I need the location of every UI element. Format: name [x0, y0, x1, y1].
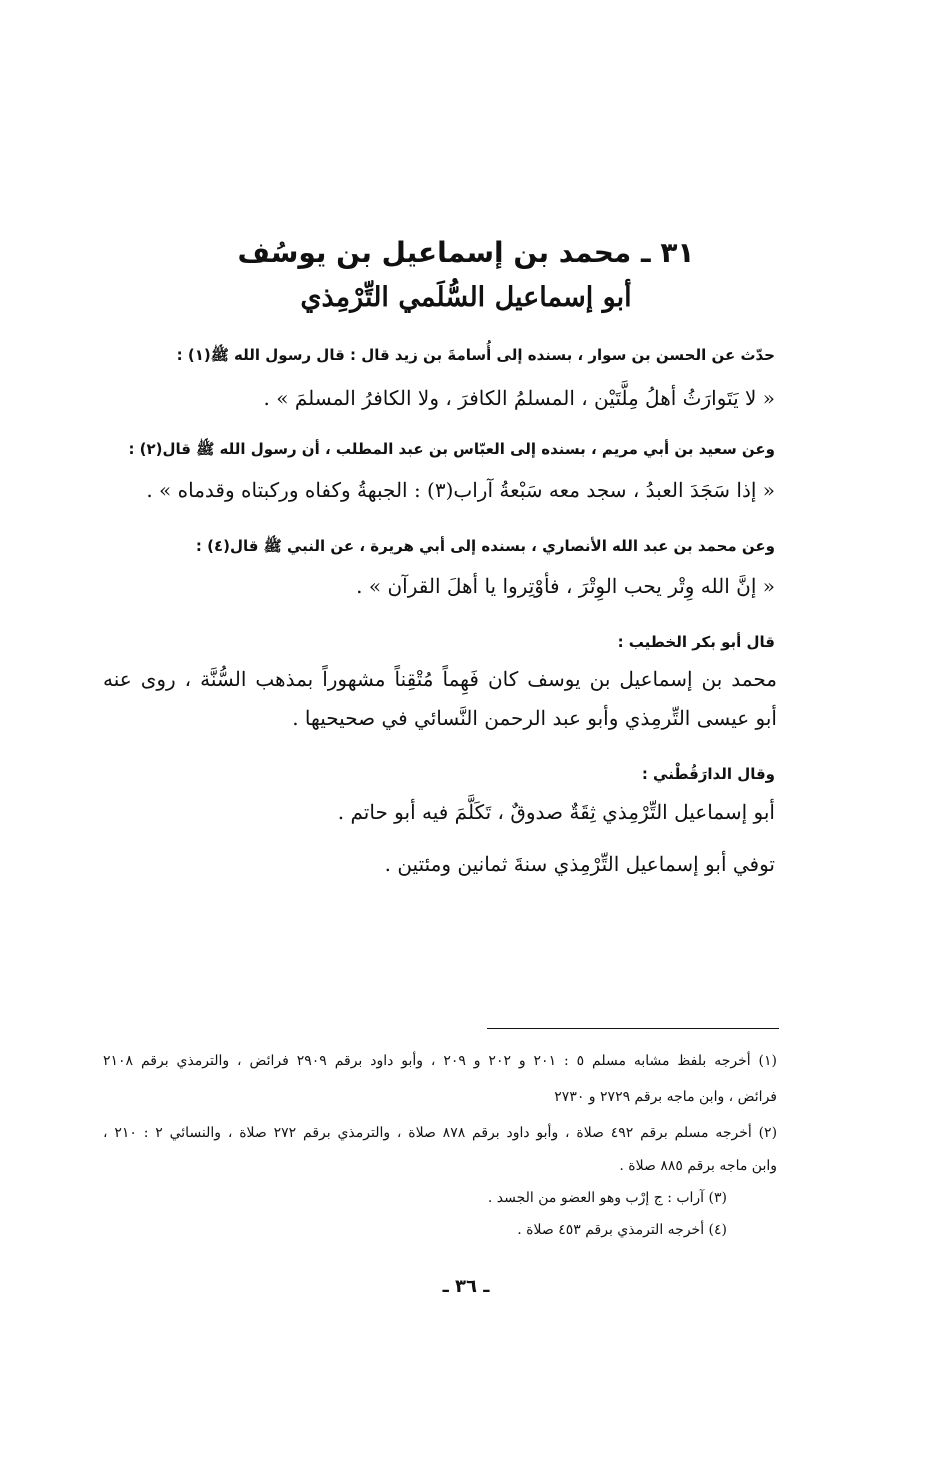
khatib-line-1: محمد بن إسماعيل بن يوسف كان فَهِماً مُتْقِناً مشهوراً بمذهب السُّنَّة ، روى عنه	[103, 667, 777, 691]
footnote-4: (٤) أخرجه الترمذي برقم ٤٥٣ صلاة .	[517, 1222, 727, 1238]
hadith-2-text: « إذا سَجَدَ العبدُ ، سجد معه سَبْعةُ آراب(٣) : الجبهةُ وكفاه وركبتاه وقدماه » .	[146, 478, 775, 502]
daraqutni-line-2: توفي أبو إسماعيل التِّرْمِذي سنةَ ثمانين ومئتين .	[384, 852, 775, 876]
khatib-line-2: أبو عيسى التِّرمِذي وأبو عبد الرحمن النَّسائي في صحيحيها .	[292, 706, 777, 730]
chapter-subtitle: أبو إسماعيل السُّلَمي التِّرْمِذي	[300, 282, 632, 313]
hadith-1-intro: حدّث عن الحسن بن سوار ، بسنده إلى أُسامةَ بن زيد قال : قال رسول الله ﷺ(١) :	[176, 346, 775, 364]
footnote-separator	[487, 1028, 779, 1029]
page-number: ـ ٣٦ ـ	[442, 1276, 490, 1297]
hadith-3-intro: وعن محمد بن عبد الله الأنصاري ، بسنده إلى أبي هريرة ، عن النبي ﷺ قال(٤) :	[195, 537, 775, 555]
footnote-3: (٣) آراب : ج إرْب وهو العضو من الجسد .	[487, 1190, 727, 1206]
hadith-1-text: « لا يَتَوارَثُ أهلُ مِلَّتَيْن ، المسلمُ الكافرَ ، ولا الكافرُ المسلمَ » .	[263, 386, 775, 410]
footnote-1-line-1: (١) أخرجه بلفظ مشابه مسلم ٥ : ٢٠١ و ٢٠٢ و ٢٠٩ ، وأبو داود برقم ٢٩٠٩ فرائض ، والترمذي برقم ٢١٠٨	[103, 1053, 777, 1069]
footnote-2-line-2: وابن ماجه برقم ٨٨٥ صلاة .	[619, 1158, 777, 1174]
khatib-label: قال أبو بكر الخطيب :	[617, 633, 775, 651]
daraqutni-label: وقال الدارَقُطْني :	[641, 765, 775, 783]
chapter-title: ٣١ ـ محمد بن إسماعيل بن يوسُف	[237, 236, 695, 269]
footnote-2-line-1: (٢) أخرجه مسلم برقم ٤٩٢ صلاة ، وأبو داود برقم ٨٧٨ صلاة ، والترمذي برقم ٢٧٢ صلاة ، والنسائي ٢ : ٢١٠ ،	[103, 1125, 778, 1141]
hadith-3-text: « إنَّ الله وِتْر يحب الوِتْرَ ، فأوْتِروا يا أهلَ القرآن » .	[356, 574, 775, 598]
footnote-1-line-2: فرائض ، وابن ماجه برقم ٢٧٢٩ و ٢٧٣٠	[554, 1089, 777, 1105]
hadith-2-intro: وعن سعيد بن أبي مريم ، بسنده إلى العبّاس بن عبد المطلب ، أن رسول الله ﷺ قال(٢) :	[128, 440, 775, 458]
daraqutni-line-1: أبو إسماعيل التِّرْمِذي ثِقَةٌ صدوقٌ ، تَكَلَّمَ فيه أبو حاتم .	[337, 800, 775, 824]
